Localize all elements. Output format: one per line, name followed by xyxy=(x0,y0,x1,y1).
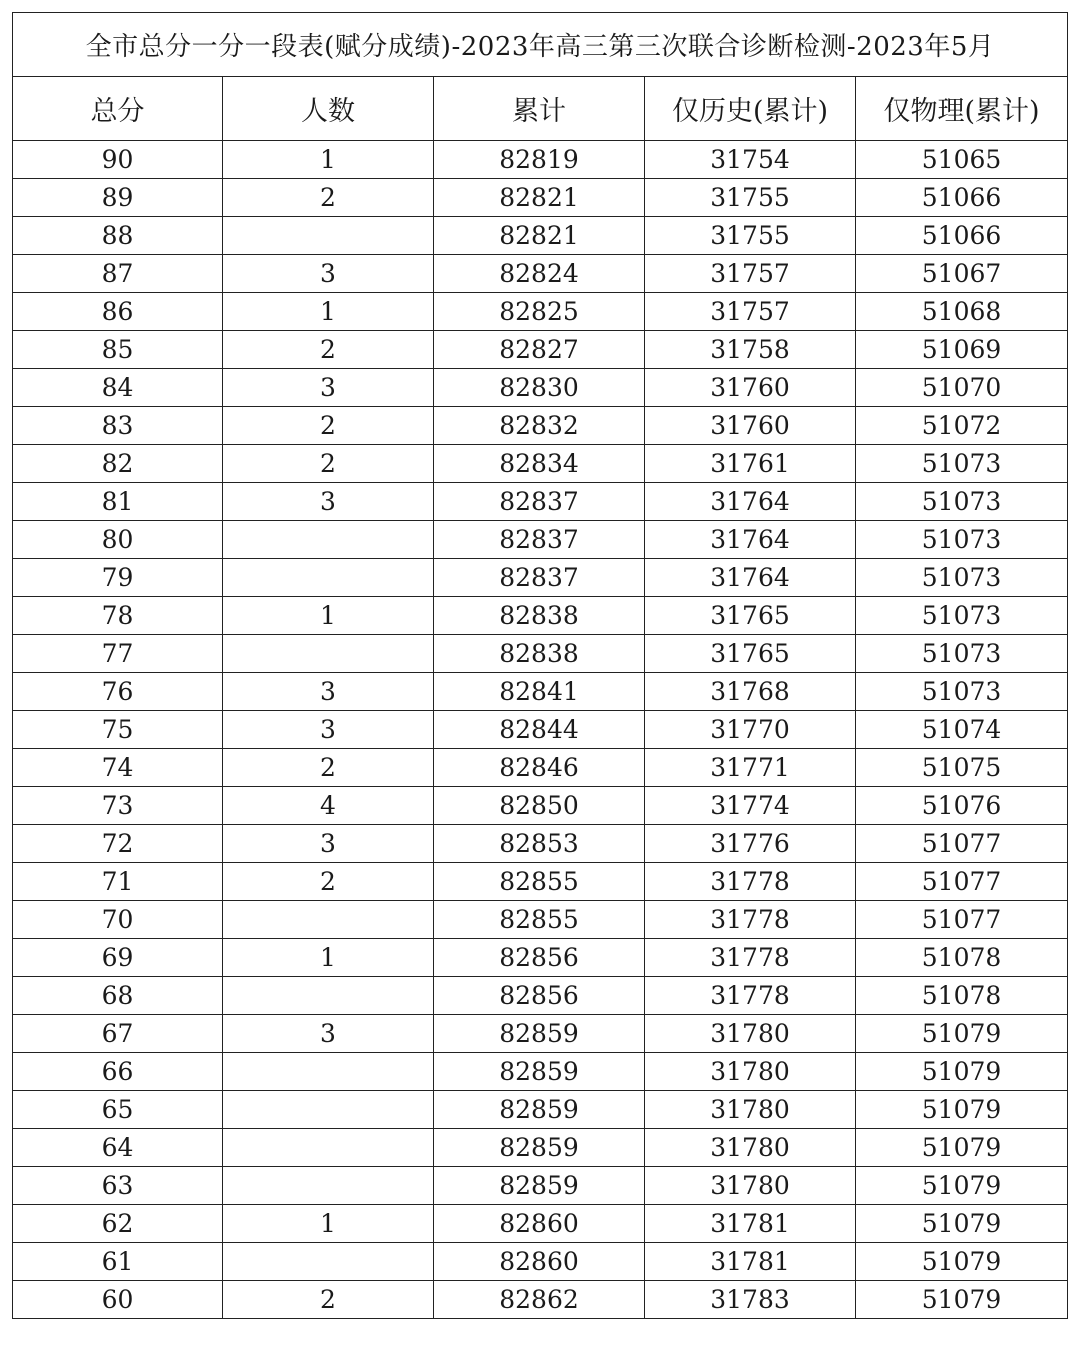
cell-cumulative: 82825 xyxy=(434,293,645,331)
cell-history-cumulative: 31778 xyxy=(645,977,856,1015)
cell-count: 3 xyxy=(223,711,434,749)
cell-cumulative: 82856 xyxy=(434,939,645,977)
header-row xyxy=(13,77,1068,141)
cell-cumulative: 82841 xyxy=(434,673,645,711)
table-row xyxy=(13,1053,1068,1091)
cell-total-score: 80 xyxy=(13,521,223,559)
cell-history-cumulative: 31780 xyxy=(645,1053,856,1091)
cell-total-score: 75 xyxy=(13,711,223,749)
cell-physics-cumulative: 51073 xyxy=(856,597,1068,635)
cell-count xyxy=(223,901,434,939)
cell-total-score: 90 xyxy=(13,141,223,179)
table-row xyxy=(13,597,1068,635)
cell-history-cumulative: 31770 xyxy=(645,711,856,749)
cell-history-cumulative: 31755 xyxy=(645,217,856,255)
cell-physics-cumulative: 51078 xyxy=(856,939,1068,977)
cell-total-score: 82 xyxy=(13,445,223,483)
table-row xyxy=(13,1091,1068,1129)
table-row xyxy=(13,1205,1068,1243)
cell-cumulative: 82830 xyxy=(434,369,645,407)
cell-cumulative: 82859 xyxy=(434,1015,645,1053)
column-header-physics-cumulative: 仅物理(累计) xyxy=(856,77,1068,141)
cell-physics-cumulative: 51073 xyxy=(856,483,1068,521)
cell-total-score: 85 xyxy=(13,331,223,369)
cell-history-cumulative: 31776 xyxy=(645,825,856,863)
cell-cumulative: 82824 xyxy=(434,255,645,293)
cell-total-score: 76 xyxy=(13,673,223,711)
table-row xyxy=(13,141,1068,179)
table-row xyxy=(13,521,1068,559)
cell-count: 1 xyxy=(223,597,434,635)
cell-history-cumulative: 31778 xyxy=(645,863,856,901)
cell-physics-cumulative: 51078 xyxy=(856,977,1068,1015)
cell-physics-cumulative: 51069 xyxy=(856,331,1068,369)
cell-count xyxy=(223,1091,434,1129)
cell-total-score: 86 xyxy=(13,293,223,331)
table-row xyxy=(13,825,1068,863)
cell-cumulative: 82860 xyxy=(434,1243,645,1281)
cell-total-score: 69 xyxy=(13,939,223,977)
cell-total-score: 72 xyxy=(13,825,223,863)
cell-physics-cumulative: 51067 xyxy=(856,255,1068,293)
table-row xyxy=(13,1015,1068,1053)
cell-physics-cumulative: 51079 xyxy=(856,1167,1068,1205)
cell-total-score: 88 xyxy=(13,217,223,255)
table-row xyxy=(13,863,1068,901)
cell-cumulative: 82862 xyxy=(434,1281,645,1319)
cell-history-cumulative: 31781 xyxy=(645,1243,856,1281)
cell-cumulative: 82856 xyxy=(434,977,645,1015)
score-distribution-table xyxy=(12,12,1068,1319)
cell-count xyxy=(223,1129,434,1167)
cell-count xyxy=(223,1167,434,1205)
cell-history-cumulative: 31757 xyxy=(645,255,856,293)
cell-physics-cumulative: 51079 xyxy=(856,1015,1068,1053)
cell-total-score: 66 xyxy=(13,1053,223,1091)
table-body xyxy=(13,141,1068,1319)
cell-history-cumulative: 31774 xyxy=(645,787,856,825)
cell-total-score: 74 xyxy=(13,749,223,787)
cell-count: 3 xyxy=(223,825,434,863)
cell-physics-cumulative: 51068 xyxy=(856,293,1068,331)
cell-physics-cumulative: 51070 xyxy=(856,369,1068,407)
cell-history-cumulative: 31764 xyxy=(645,483,856,521)
cell-count xyxy=(223,559,434,597)
cell-cumulative: 82846 xyxy=(434,749,645,787)
cell-history-cumulative: 31781 xyxy=(645,1205,856,1243)
cell-count: 3 xyxy=(223,483,434,521)
cell-history-cumulative: 31780 xyxy=(645,1091,856,1129)
cell-total-score: 64 xyxy=(13,1129,223,1167)
cell-history-cumulative: 31765 xyxy=(645,597,856,635)
cell-history-cumulative: 31778 xyxy=(645,901,856,939)
cell-physics-cumulative: 51073 xyxy=(856,673,1068,711)
cell-total-score: 73 xyxy=(13,787,223,825)
cell-count: 2 xyxy=(223,331,434,369)
table-row xyxy=(13,1243,1068,1281)
cell-total-score: 89 xyxy=(13,179,223,217)
cell-physics-cumulative: 51073 xyxy=(856,635,1068,673)
table-row xyxy=(13,711,1068,749)
cell-total-score: 83 xyxy=(13,407,223,445)
table-row xyxy=(13,1129,1068,1167)
cell-count: 2 xyxy=(223,1281,434,1319)
cell-physics-cumulative: 51076 xyxy=(856,787,1068,825)
cell-total-score: 87 xyxy=(13,255,223,293)
cell-cumulative: 82860 xyxy=(434,1205,645,1243)
title-row xyxy=(13,13,1068,77)
table-row xyxy=(13,483,1068,521)
table-row xyxy=(13,255,1068,293)
cell-history-cumulative: 31757 xyxy=(645,293,856,331)
cell-physics-cumulative: 51075 xyxy=(856,749,1068,787)
cell-count: 2 xyxy=(223,407,434,445)
cell-cumulative: 82850 xyxy=(434,787,645,825)
cell-cumulative: 82837 xyxy=(434,483,645,521)
cell-cumulative: 82837 xyxy=(434,521,645,559)
table-title: 全市总分一分一段表(赋分成绩)-2023年高三第三次联合诊断检测-2023年5月 xyxy=(13,13,1068,77)
cell-count: 4 xyxy=(223,787,434,825)
cell-total-score: 67 xyxy=(13,1015,223,1053)
cell-cumulative: 82827 xyxy=(434,331,645,369)
column-header-count: 人数 xyxy=(223,77,434,141)
cell-count: 3 xyxy=(223,673,434,711)
table-row xyxy=(13,901,1068,939)
table-row xyxy=(13,369,1068,407)
cell-total-score: 71 xyxy=(13,863,223,901)
table-row xyxy=(13,635,1068,673)
cell-history-cumulative: 31760 xyxy=(645,407,856,445)
cell-cumulative: 82819 xyxy=(434,141,645,179)
cell-cumulative: 82859 xyxy=(434,1053,645,1091)
cell-total-score: 70 xyxy=(13,901,223,939)
cell-cumulative: 82855 xyxy=(434,863,645,901)
cell-cumulative: 82837 xyxy=(434,559,645,597)
column-header-cumulative: 累计 xyxy=(434,77,645,141)
cell-cumulative: 82853 xyxy=(434,825,645,863)
cell-total-score: 63 xyxy=(13,1167,223,1205)
cell-count: 2 xyxy=(223,863,434,901)
table-row xyxy=(13,673,1068,711)
cell-physics-cumulative: 51079 xyxy=(856,1091,1068,1129)
cell-count: 2 xyxy=(223,179,434,217)
table-row xyxy=(13,407,1068,445)
cell-history-cumulative: 31755 xyxy=(645,179,856,217)
column-header-total-score: 总分 xyxy=(13,77,223,141)
cell-cumulative: 82838 xyxy=(434,635,645,673)
cell-count xyxy=(223,977,434,1015)
cell-history-cumulative: 31780 xyxy=(645,1015,856,1053)
cell-cumulative: 82821 xyxy=(434,217,645,255)
cell-history-cumulative: 31758 xyxy=(645,331,856,369)
cell-physics-cumulative: 51079 xyxy=(856,1281,1068,1319)
cell-physics-cumulative: 51073 xyxy=(856,445,1068,483)
cell-count: 1 xyxy=(223,141,434,179)
table-row xyxy=(13,939,1068,977)
table-row xyxy=(13,179,1068,217)
table-row xyxy=(13,749,1068,787)
table-row xyxy=(13,559,1068,597)
cell-cumulative: 82859 xyxy=(434,1167,645,1205)
cell-physics-cumulative: 51072 xyxy=(856,407,1068,445)
cell-history-cumulative: 31771 xyxy=(645,749,856,787)
cell-total-score: 61 xyxy=(13,1243,223,1281)
cell-physics-cumulative: 51077 xyxy=(856,863,1068,901)
column-header-history-cumulative: 仅历史(累计) xyxy=(645,77,856,141)
cell-total-score: 77 xyxy=(13,635,223,673)
cell-count: 1 xyxy=(223,293,434,331)
cell-history-cumulative: 31778 xyxy=(645,939,856,977)
cell-history-cumulative: 31764 xyxy=(645,521,856,559)
cell-count: 3 xyxy=(223,1015,434,1053)
cell-cumulative: 82838 xyxy=(434,597,645,635)
cell-cumulative: 82821 xyxy=(434,179,645,217)
cell-count xyxy=(223,521,434,559)
cell-history-cumulative: 31760 xyxy=(645,369,856,407)
cell-count xyxy=(223,217,434,255)
cell-total-score: 78 xyxy=(13,597,223,635)
cell-count xyxy=(223,635,434,673)
cell-cumulative: 82832 xyxy=(434,407,645,445)
cell-history-cumulative: 31768 xyxy=(645,673,856,711)
cell-history-cumulative: 31780 xyxy=(645,1167,856,1205)
cell-physics-cumulative: 51073 xyxy=(856,521,1068,559)
cell-physics-cumulative: 51079 xyxy=(856,1129,1068,1167)
cell-total-score: 60 xyxy=(13,1281,223,1319)
cell-count: 2 xyxy=(223,749,434,787)
cell-total-score: 79 xyxy=(13,559,223,597)
cell-history-cumulative: 31783 xyxy=(645,1281,856,1319)
table-row xyxy=(13,787,1068,825)
cell-cumulative: 82834 xyxy=(434,445,645,483)
cell-cumulative: 82844 xyxy=(434,711,645,749)
cell-physics-cumulative: 51079 xyxy=(856,1243,1068,1281)
cell-total-score: 68 xyxy=(13,977,223,1015)
cell-total-score: 65 xyxy=(13,1091,223,1129)
cell-cumulative: 82859 xyxy=(434,1129,645,1167)
cell-physics-cumulative: 51077 xyxy=(856,825,1068,863)
table-row xyxy=(13,293,1068,331)
table-row xyxy=(13,1281,1068,1319)
cell-count xyxy=(223,1053,434,1091)
cell-history-cumulative: 31764 xyxy=(645,559,856,597)
cell-physics-cumulative: 51073 xyxy=(856,559,1068,597)
table-row xyxy=(13,217,1068,255)
table-row xyxy=(13,1167,1068,1205)
cell-history-cumulative: 31780 xyxy=(645,1129,856,1167)
cell-physics-cumulative: 51077 xyxy=(856,901,1068,939)
cell-count: 3 xyxy=(223,369,434,407)
cell-count: 1 xyxy=(223,939,434,977)
cell-count xyxy=(223,1243,434,1281)
cell-history-cumulative: 31765 xyxy=(645,635,856,673)
cell-count: 1 xyxy=(223,1205,434,1243)
cell-count: 3 xyxy=(223,255,434,293)
table-row xyxy=(13,445,1068,483)
cell-history-cumulative: 31761 xyxy=(645,445,856,483)
cell-cumulative: 82859 xyxy=(434,1091,645,1129)
cell-physics-cumulative: 51074 xyxy=(856,711,1068,749)
cell-total-score: 81 xyxy=(13,483,223,521)
cell-cumulative: 82855 xyxy=(434,901,645,939)
cell-physics-cumulative: 51079 xyxy=(856,1205,1068,1243)
cell-count: 2 xyxy=(223,445,434,483)
cell-history-cumulative: 31754 xyxy=(645,141,856,179)
cell-physics-cumulative: 51066 xyxy=(856,217,1068,255)
cell-total-score: 62 xyxy=(13,1205,223,1243)
table-row xyxy=(13,977,1068,1015)
cell-total-score: 84 xyxy=(13,369,223,407)
cell-physics-cumulative: 51079 xyxy=(856,1053,1068,1091)
cell-physics-cumulative: 51065 xyxy=(856,141,1068,179)
table-row xyxy=(13,331,1068,369)
cell-physics-cumulative: 51066 xyxy=(856,179,1068,217)
